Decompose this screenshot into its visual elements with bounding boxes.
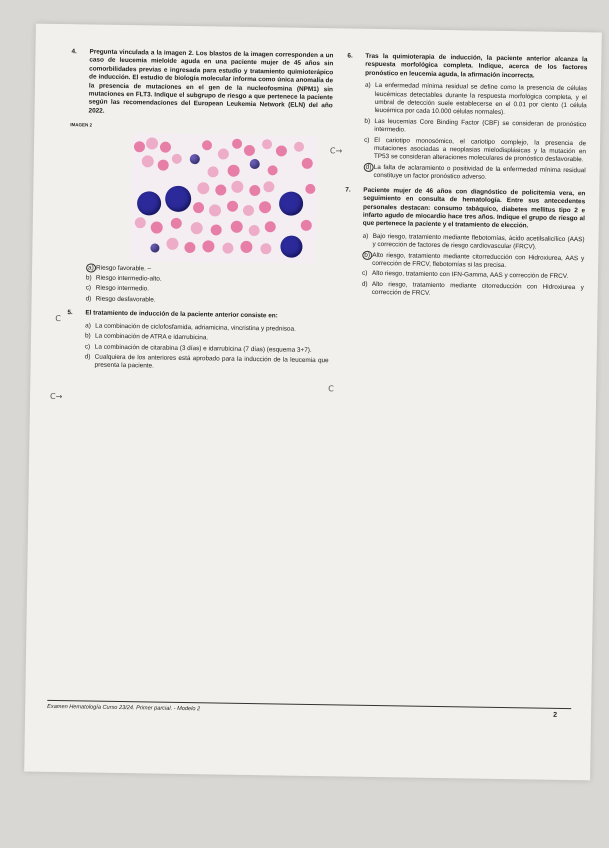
page-number: 2 <box>553 711 558 719</box>
red-cell <box>249 225 260 236</box>
option-a[interactable] <box>362 232 584 252</box>
red-cell <box>305 184 315 194</box>
red-cell <box>302 157 313 168</box>
footer-text: Examen Hematología Curso 23/24. Primer parcial. - Modelo 2 <box>47 703 201 713</box>
red-cell <box>215 184 226 195</box>
handwritten-mark: C→ <box>329 146 343 156</box>
handwritten-mark: C <box>55 313 61 324</box>
question-text: Paciente mujer de 46 años con diagnóstico de policitemia vera, en seguimiento en consulta de hematología. Entre sus antecedentes personales destacan: consumo tabáquico, diabetes mellitus tipo 2 e infarto agudo de miocardio hace tres años. Indique el grupo de riesgo al que pertenece la paciente y el tratamiento de elección. <box>362 186 586 230</box>
red-cell <box>202 140 212 150</box>
red-cell <box>301 219 312 230</box>
option-text: La combinación de ciclofosfamida, adriamicina, vincristina y prednisoa. <box>95 322 296 333</box>
option-letter: d) <box>364 163 374 172</box>
question-6 <box>347 52 587 81</box>
option-letter: b) <box>364 117 371 125</box>
red-cell <box>146 137 158 149</box>
question-text: El tratamiento de inducción de la paciente anterior consiste en: <box>85 309 278 320</box>
red-cell <box>240 240 252 252</box>
question-4-options <box>86 264 331 307</box>
red-cell <box>222 242 233 253</box>
red-cell <box>268 165 278 175</box>
question-number: 4. <box>71 48 77 56</box>
question-5-options <box>84 322 329 374</box>
red-cell <box>227 200 238 211</box>
red-cell <box>135 217 146 228</box>
red-cell <box>166 237 178 249</box>
red-cell <box>151 221 163 233</box>
option-letter: c) <box>85 284 92 292</box>
red-cell <box>172 153 182 163</box>
blast-cell <box>137 191 161 215</box>
option-b[interactable] <box>364 118 586 138</box>
red-cell <box>231 180 243 192</box>
blast-cell <box>279 191 303 215</box>
option-letter: d) <box>84 353 91 361</box>
option-text: Alto riesgo, tratamiento con IFN-Gamma, AAS y corrección de FRCV. <box>371 270 569 281</box>
option-text: La enfermedad mínima residual se define como la presencia de células leucémicas detectables durante la respuesta morfológica completa, y el umbral de detección suele establecerse en el 0.01 por ciento (1 célula leucémica por cada 10.000 células normales). <box>374 82 588 117</box>
option-letter: a) <box>85 322 91 330</box>
option-letter: b) <box>362 250 372 259</box>
red-cell <box>243 205 254 216</box>
red-cell <box>171 217 182 228</box>
red-cell <box>259 201 271 213</box>
option-text: La combinación de citarabina (3 días) e idarrubicina (7 días) (esquema 3+7). <box>94 343 312 354</box>
option-letter: a) <box>86 263 96 272</box>
red-cell <box>209 204 221 216</box>
red-cell <box>260 243 271 254</box>
red-cell <box>160 141 171 152</box>
option-a[interactable] <box>365 82 588 119</box>
red-cell <box>232 138 242 148</box>
option-letter: d) <box>85 295 92 303</box>
question-5 <box>67 309 329 322</box>
red-cell <box>211 224 222 235</box>
red-cell <box>184 242 195 253</box>
question-7 <box>345 186 586 232</box>
red-cell <box>276 145 287 156</box>
option-text: Cualquiera de los anteriores está aprobado para la inducción de la leucemia que presenta la paciente. <box>94 353 329 370</box>
question-7-options <box>362 232 585 300</box>
option-letter: b) <box>85 274 92 282</box>
red-cell <box>228 164 240 176</box>
red-cell <box>202 240 214 252</box>
option-letter: a) <box>364 81 371 90</box>
option-d[interactable] <box>86 295 330 307</box>
option-letter: d) <box>361 280 368 288</box>
option-text: Riesgo desfavorable. <box>95 295 156 304</box>
handwritten-mark: C→ <box>49 391 63 402</box>
option-letter: c) <box>361 270 368 278</box>
red-cell <box>265 221 276 232</box>
red-cell <box>158 159 169 170</box>
option-text: La falta de aclaramiento o positividad de la enfermedad mínima residual constituye un factor pronóstico adverso. <box>373 163 586 181</box>
red-cell <box>263 181 274 192</box>
blast-cell <box>280 235 302 257</box>
question-number: 7. <box>345 186 351 194</box>
option-b[interactable] <box>362 251 584 271</box>
exam-page <box>24 24 602 781</box>
red-cell <box>244 145 255 156</box>
red-cell <box>193 202 204 213</box>
option-letter: b) <box>84 332 91 340</box>
red-cell <box>231 220 243 232</box>
red-cell <box>294 141 304 151</box>
right-column <box>344 52 588 306</box>
option-text: La combinación de ATRA e idarrubicina. <box>94 332 209 342</box>
option-text: Bajo riesgo, tratamiento mediante flebotomías, ácido acetilsalicílico (AAS) y corrección de factores de riesgo cardiovascular (FRCV). <box>372 232 585 251</box>
option-text: Alto riesgo, tratamiento mediante citorreducción con Hidroxiurea y corrección de FRCV. <box>371 280 584 297</box>
red-cell <box>249 185 260 196</box>
blast-cell <box>250 159 260 169</box>
option-text: Las leucemias Core Binding Factor (CBF) se consideran de pronóstico intermedio. <box>374 117 587 134</box>
option-text: Riesgo favorable. – <box>96 264 152 273</box>
option-letter: c) <box>364 136 370 144</box>
option-d[interactable] <box>363 164 585 184</box>
red-cell <box>197 182 209 194</box>
question-6-options <box>363 82 587 184</box>
left-column <box>66 48 333 380</box>
red-cell <box>191 222 203 234</box>
blood-smear-image <box>130 133 318 264</box>
red-cell <box>134 141 145 152</box>
option-d[interactable] <box>84 353 328 374</box>
red-cell <box>218 148 229 159</box>
option-text: Alto riesgo, tratamiento mediante citorreducción con Hidroxiurea, AAS y corrección de FRCV, flebotomías si las precisa. <box>372 251 585 269</box>
image-label: IMAGEN 2 <box>70 122 93 128</box>
handwritten-mark: C <box>328 384 334 394</box>
question-number: 5. <box>67 309 73 317</box>
question-number: 6. <box>347 52 353 60</box>
question-text: Tras la quimioterapia de inducción, la paciente anterior alcanza la respuesta morfológica completa. Indique, acerca de los factores pronóstico en leucemia aguda, la afirmación incorrecta. <box>365 52 588 80</box>
question-4 <box>70 48 333 119</box>
blast-cell <box>190 154 200 164</box>
option-letter: a) <box>362 232 369 240</box>
blast-cell <box>165 185 191 211</box>
blast-cell <box>150 243 159 252</box>
option-c[interactable] <box>364 136 586 165</box>
option-text: El cariotipo monosómico, el cariotipo complejo, la presencia de mutaciones asociadas a neoplasias mielodisplásicas y la mutación en TP53 se consideran alteraciones moleculares de pronóstico desfavorable. <box>373 136 587 164</box>
option-text: Riesgo intermedio. <box>95 285 150 293</box>
red-cell <box>208 166 219 177</box>
red-cell <box>142 155 154 167</box>
red-cell <box>262 139 272 149</box>
option-text: Riesgo intermedio-alto. <box>95 274 162 283</box>
option-d[interactable] <box>362 281 584 301</box>
question-text: Pregunta vinculada a la imagen 2. Los blastos de la imagen corresponden a un caso de leucemia mieloide aguda en una paciente mujer de 45 años sin comorbilidades previas e ingresada para estudio y tratamiento quimioterápico de inducción. El estudio de biología molecular informa como única anomalía de la presencia de mutaciones en el gen de la nucleofosmina (NPM1) sin mutaciones en FLT3. Indique el subgrupo de riesgo a que pertenece la paciente según las recomendaciones del European Leukemia Network (ELN) del año 2022. <box>88 48 334 115</box>
option-letter: c) <box>84 342 91 350</box>
